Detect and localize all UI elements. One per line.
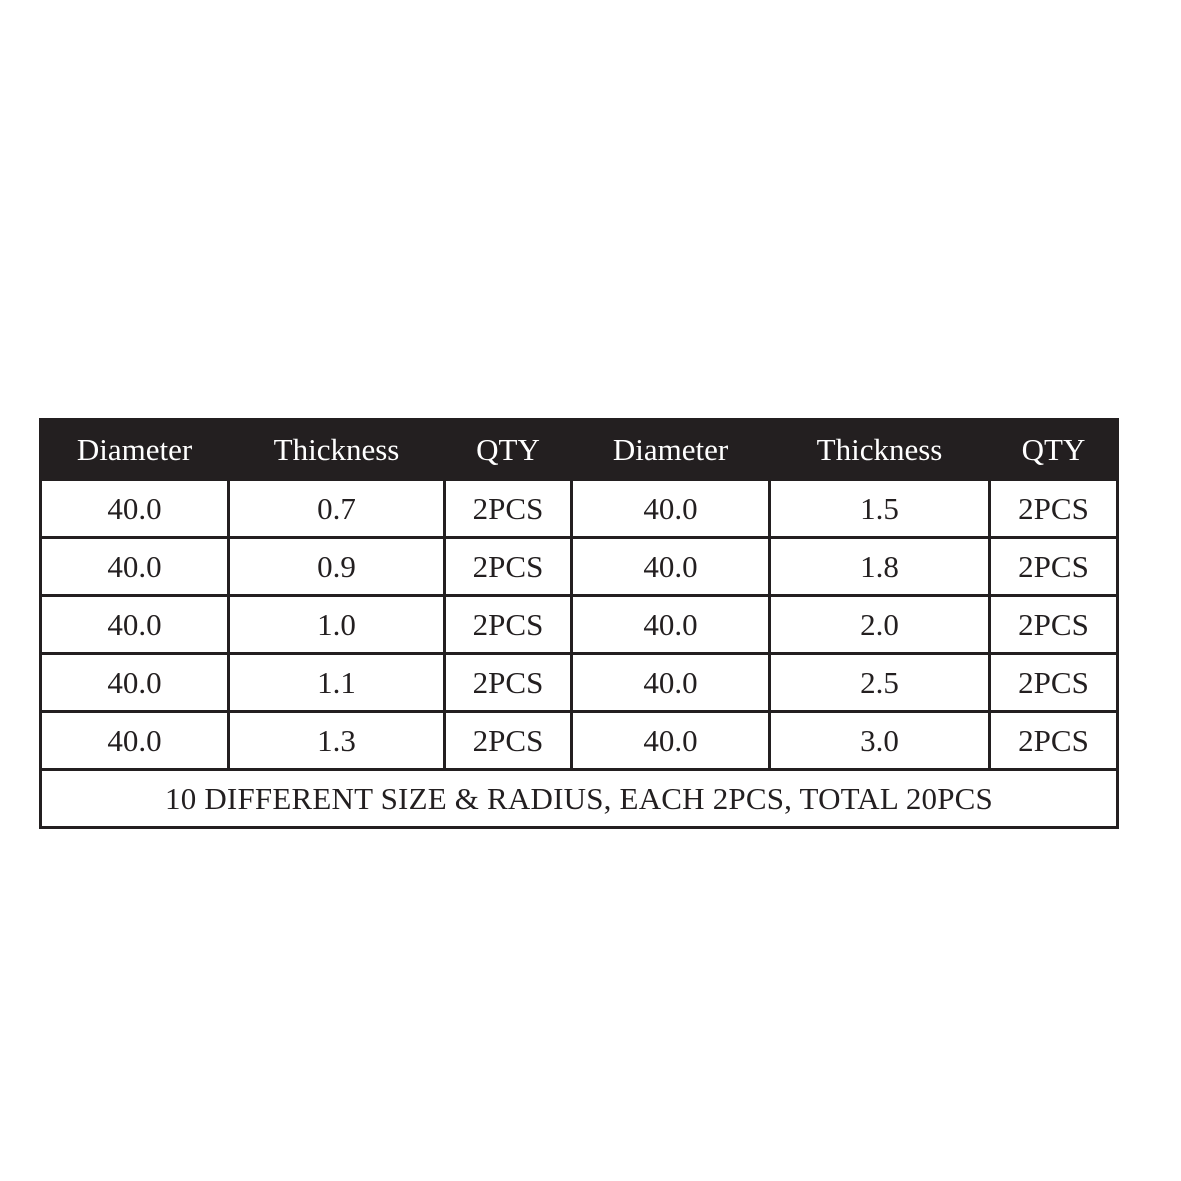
header-thickness-1: Thickness bbox=[229, 420, 445, 480]
cell-qty: 2PCS bbox=[445, 538, 572, 596]
spec-table bbox=[39, 418, 1119, 829]
header-row bbox=[41, 420, 1118, 480]
table-row bbox=[41, 654, 1118, 712]
cell-qty: 2PCS bbox=[990, 654, 1118, 712]
header-qty-2: QTY bbox=[990, 420, 1118, 480]
cell-diameter: 40.0 bbox=[41, 654, 229, 712]
cell-qty: 2PCS bbox=[990, 712, 1118, 770]
table-row bbox=[41, 712, 1118, 770]
table-header bbox=[41, 420, 1118, 480]
cell-diameter: 40.0 bbox=[41, 480, 229, 538]
cell-diameter: 40.0 bbox=[572, 654, 770, 712]
cell-thickness: 1.5 bbox=[770, 480, 990, 538]
table-row bbox=[41, 480, 1118, 538]
cell-qty: 2PCS bbox=[990, 480, 1118, 538]
cell-thickness: 1.1 bbox=[229, 654, 445, 712]
cell-thickness: 1.3 bbox=[229, 712, 445, 770]
cell-diameter: 40.0 bbox=[41, 538, 229, 596]
cell-diameter: 40.0 bbox=[572, 712, 770, 770]
summary-note: 10 DIFFERENT SIZE & RADIUS, EACH 2PCS, TOTAL 20PCS bbox=[41, 770, 1118, 828]
header-diameter-2: Diameter bbox=[572, 420, 770, 480]
table-row bbox=[41, 538, 1118, 596]
cell-thickness: 1.8 bbox=[770, 538, 990, 596]
footer-row bbox=[41, 770, 1118, 828]
cell-diameter: 40.0 bbox=[572, 596, 770, 654]
cell-qty: 2PCS bbox=[445, 712, 572, 770]
header-diameter-1: Diameter bbox=[41, 420, 229, 480]
cell-qty: 2PCS bbox=[990, 596, 1118, 654]
table-row bbox=[41, 596, 1118, 654]
header-qty-1: QTY bbox=[445, 420, 572, 480]
cell-qty: 2PCS bbox=[990, 538, 1118, 596]
cell-thickness: 2.0 bbox=[770, 596, 990, 654]
cell-thickness: 0.9 bbox=[229, 538, 445, 596]
table-body bbox=[41, 480, 1118, 770]
cell-diameter: 40.0 bbox=[572, 538, 770, 596]
cell-qty: 2PCS bbox=[445, 596, 572, 654]
cell-thickness: 3.0 bbox=[770, 712, 990, 770]
cell-qty: 2PCS bbox=[445, 480, 572, 538]
cell-thickness: 2.5 bbox=[770, 654, 990, 712]
cell-diameter: 40.0 bbox=[572, 480, 770, 538]
cell-qty: 2PCS bbox=[445, 654, 572, 712]
cell-thickness: 0.7 bbox=[229, 480, 445, 538]
cell-diameter: 40.0 bbox=[41, 596, 229, 654]
table-footer bbox=[41, 770, 1118, 828]
header-thickness-2: Thickness bbox=[770, 420, 990, 480]
cell-diameter: 40.0 bbox=[41, 712, 229, 770]
cell-thickness: 1.0 bbox=[229, 596, 445, 654]
